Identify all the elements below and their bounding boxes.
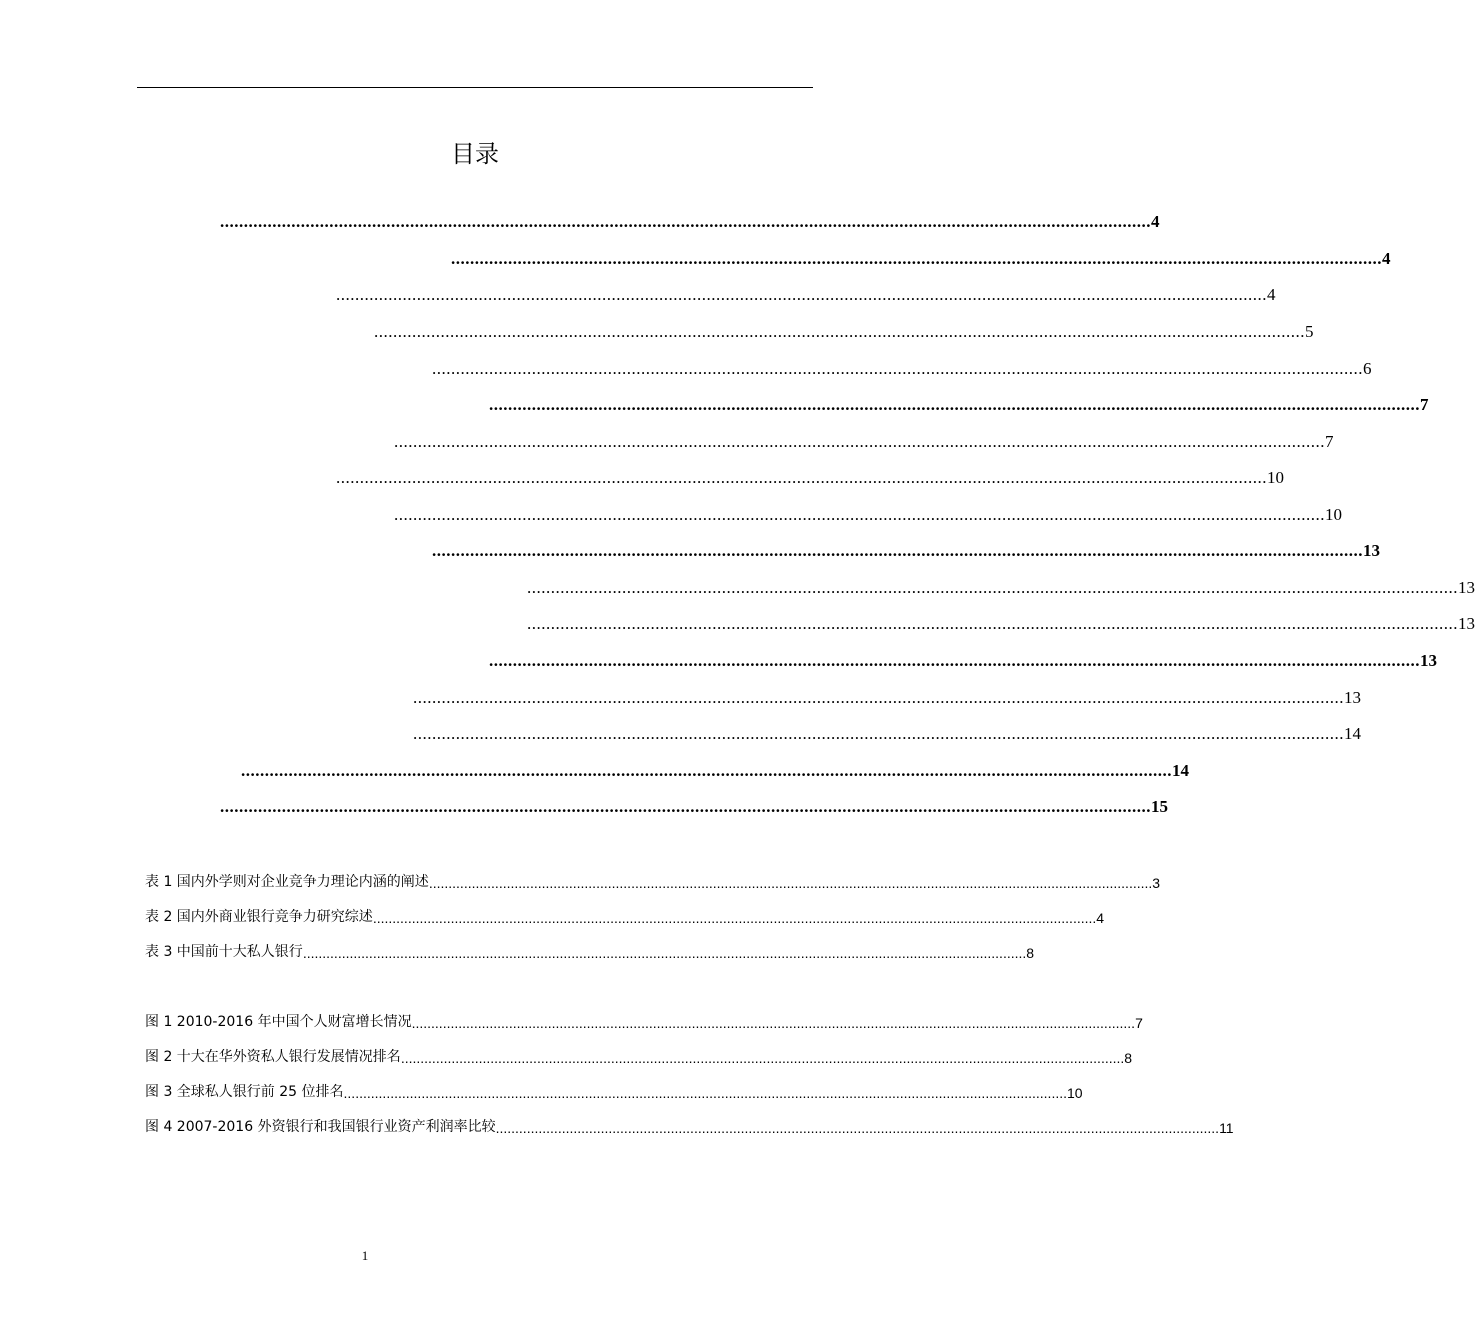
toc-page-number: 4: [1382, 249, 1391, 268]
figure-list-entry[interactable]: [145, 1079, 1083, 1101]
toc-page-number: 10: [1325, 505, 1342, 524]
table-list-page: 3: [1152, 875, 1161, 891]
dot-leader: ....................................................................................................................................................................................................: [220, 797, 1151, 816]
dot-leader: ....................................................................................................................................................................................................: [336, 468, 1267, 487]
table-list-page: 8: [1026, 945, 1035, 961]
page-title: 目录: [451, 140, 499, 168]
toc-page-number: 15: [1151, 797, 1168, 816]
dot-leader: ....................................................................................................................................................................................................: [413, 688, 1344, 707]
dot-leader: ....................................................................................................................................................................................................: [451, 249, 1382, 268]
toc-entry[interactable]: [527, 576, 1475, 598]
figure-list-label: 图 2 十大在华外资私人银行发展情况排名: [145, 1049, 401, 1065]
toc-entry[interactable]: [489, 649, 1437, 671]
toc-page-number: 5: [1305, 322, 1314, 341]
toc-page-number: 14: [1344, 724, 1361, 743]
figure-list-entry[interactable]: [145, 1114, 1234, 1136]
dot-leader: ....................................................................................................................................................................................................: [241, 761, 1172, 780]
dot-leader: ..........................................................................................................................................................................................: [411, 1015, 1136, 1031]
toc-page-number: 14: [1172, 761, 1189, 780]
figure-list-page: 10: [1067, 1085, 1083, 1101]
toc-page-number: 4: [1151, 212, 1160, 231]
dot-leader: ....................................................................................................................................................................................................: [394, 505, 1325, 524]
dot-leader: ....................................................................................................................................................................................................: [413, 724, 1344, 743]
toc-entry[interactable]: [220, 795, 1168, 817]
toc-entry[interactable]: [413, 722, 1361, 744]
dot-leader: ....................................................................................................................................................................................................: [432, 359, 1363, 378]
toc-entry[interactable]: [432, 539, 1380, 561]
toc-entry[interactable]: [432, 357, 1372, 379]
toc-page-number: 13: [1420, 651, 1437, 670]
toc-page-number: 10: [1267, 468, 1284, 487]
toc-entry[interactable]: [527, 612, 1475, 634]
header-rule: [137, 87, 813, 88]
toc-page-number: 4: [1267, 285, 1276, 304]
dot-leader: ....................................................................................................................................................................................................: [374, 322, 1305, 341]
dot-leader: ..........................................................................................................................................................................................: [343, 1085, 1068, 1101]
dot-leader: ....................................................................................................................................................................................................: [489, 651, 1420, 670]
toc-page-number: 13: [1458, 578, 1475, 597]
toc-entry[interactable]: [374, 320, 1314, 342]
toc-entry[interactable]: [451, 247, 1391, 269]
figure-list-label: 图 1 2010-2016 年中国个人财富增长情况: [145, 1014, 412, 1030]
toc-entry[interactable]: [336, 466, 1284, 488]
table-list-entry[interactable]: [145, 869, 1161, 891]
table-list-label: 表 1 国内外学则对企业竞争力理论内涵的阐述: [145, 874, 429, 890]
toc-entry[interactable]: [413, 686, 1361, 708]
toc-page-number: 13: [1344, 688, 1361, 707]
figure-list-entry[interactable]: [145, 1044, 1133, 1066]
dot-leader: ....................................................................................................................................................................................................: [336, 285, 1267, 304]
table-list-entry[interactable]: [145, 904, 1105, 926]
figure-list-label: 图 3 全球私人银行前 25 位排名: [145, 1084, 344, 1100]
dot-leader: ....................................................................................................................................................................................................: [220, 212, 1151, 231]
toc-entry[interactable]: [241, 759, 1189, 781]
figure-list-entry[interactable]: [145, 1009, 1143, 1031]
dot-leader: ....................................................................................................................................................................................................: [527, 578, 1458, 597]
dot-leader: ....................................................................................................................................................................................................: [527, 614, 1458, 633]
table-list-label: 表 3 中国前十大私人银行: [145, 944, 303, 960]
dot-leader: ....................................................................................................................................................................................................: [489, 395, 1420, 414]
toc-entry[interactable]: [394, 503, 1342, 525]
figure-list-label: 图 4 2007-2016 外资银行和我国银行业资产利润率比较: [145, 1119, 496, 1135]
toc-entry[interactable]: [220, 210, 1160, 232]
table-list-page: 4: [1096, 910, 1105, 926]
dot-leader: ....................................................................................................................................................................................................: [432, 541, 1363, 560]
figure-list-page: 8: [1124, 1050, 1133, 1066]
toc-entry[interactable]: [336, 283, 1276, 305]
toc-page-number: 6: [1363, 359, 1372, 378]
page-number: 1: [361, 1248, 369, 1263]
table-list-entry[interactable]: [145, 939, 1035, 961]
toc-entry[interactable]: [489, 393, 1429, 415]
figure-list-page: 11: [1219, 1120, 1234, 1136]
toc-page-number: 13: [1363, 541, 1380, 560]
dot-leader: ..........................................................................................................................................................................................: [302, 945, 1027, 961]
dot-leader: ..........................................................................................................................................................................................: [495, 1120, 1220, 1136]
toc-page-number: 13: [1458, 614, 1475, 633]
dot-leader: ..........................................................................................................................................................................................: [400, 1050, 1125, 1066]
dot-leader: ....................................................................................................................................................................................................: [394, 432, 1325, 451]
toc-page-number: 7: [1325, 432, 1334, 451]
toc-entry[interactable]: [394, 430, 1334, 452]
dot-leader: ..........................................................................................................................................................................................: [428, 875, 1153, 891]
toc-page-number: 7: [1420, 395, 1429, 414]
table-list-label: 表 2 国内外商业银行竞争力研究综述: [145, 909, 373, 925]
figure-list-page: 7: [1135, 1015, 1143, 1031]
dot-leader: ..........................................................................................................................................................................................: [372, 910, 1097, 926]
